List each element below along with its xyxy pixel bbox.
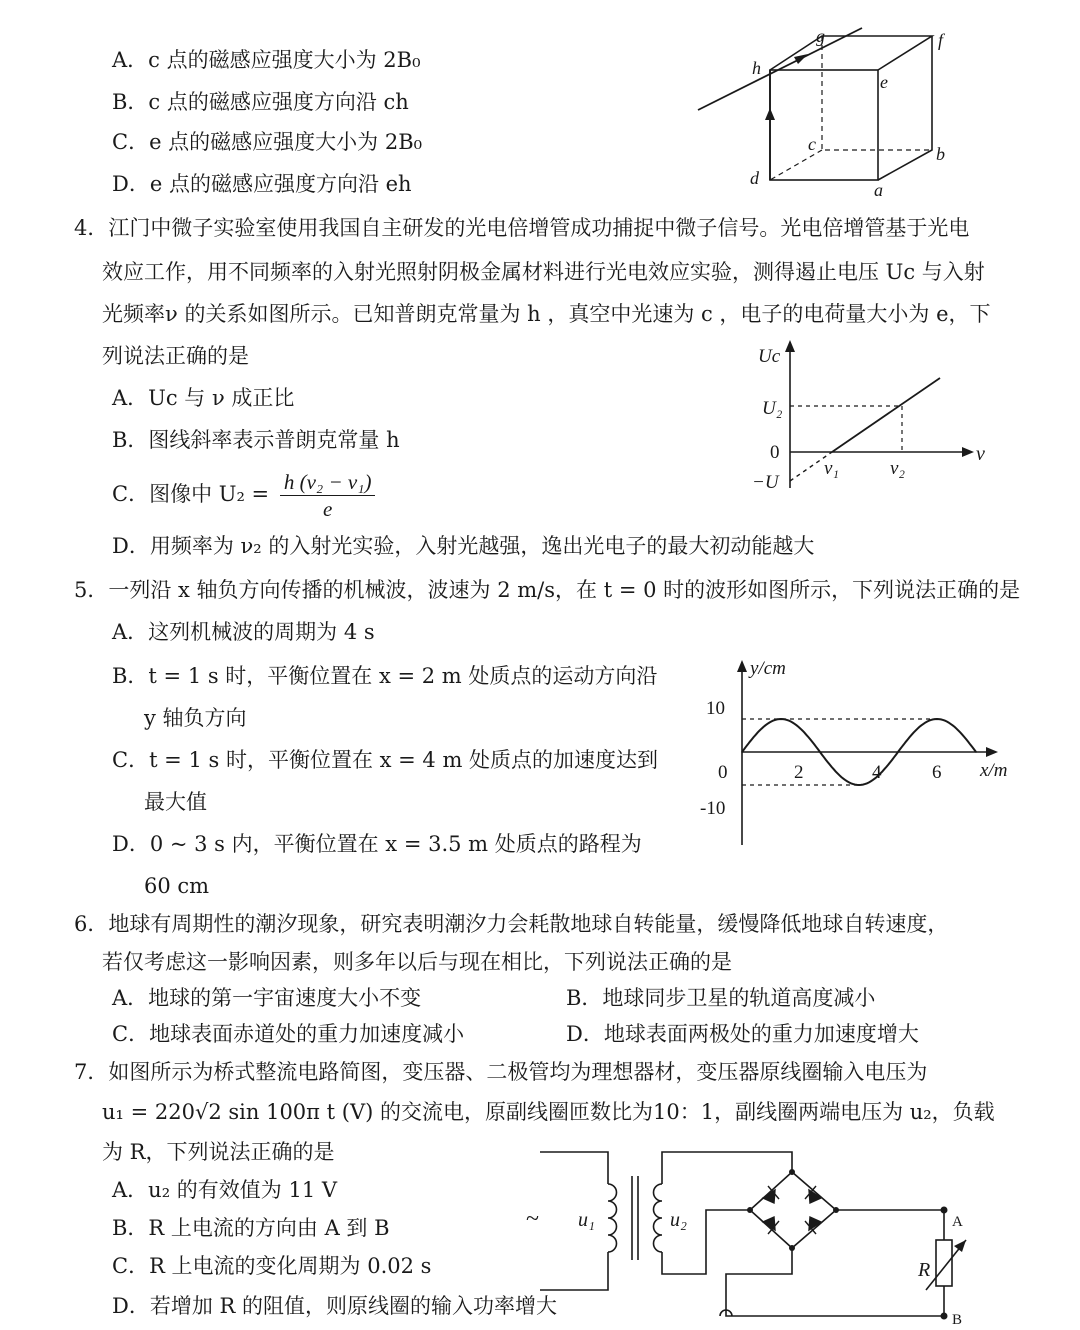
output-wire-b xyxy=(726,1248,944,1316)
cube-right-face xyxy=(878,36,932,180)
q5-option-b: B．t = 1 s 时，平衡位置在 x = 2 m 处质点的运动方向沿 xyxy=(112,664,658,688)
cube-front-face xyxy=(770,70,878,180)
uc-nu-graph xyxy=(748,338,998,498)
label-u2: u₂ xyxy=(670,1209,687,1231)
y-axis-label: Uc xyxy=(758,346,781,367)
terminal-b xyxy=(941,1313,948,1320)
q4-option-c-prefix: C．图像中 U₂ = xyxy=(112,482,270,506)
q4-stem-line-1: 4．江门中微子实验室使用我国自主研发的光电倍增管成功捕捉中微子信号。光电倍增管基于光电 xyxy=(74,216,970,240)
wave-y-tick-0: 0 xyxy=(718,762,728,783)
wave-point xyxy=(780,718,782,720)
q6-option-b: B．地球同步卫星的轨道高度减小 xyxy=(566,986,876,1010)
q6-option-d: D．地球表面两极处的重力加速度增大 xyxy=(566,1022,919,1046)
tick-origin: 0 xyxy=(770,442,780,463)
wire-hg xyxy=(698,28,862,110)
cube-hidden-edge-cd xyxy=(770,150,822,180)
q5-option-c-cont: 最大值 xyxy=(144,790,207,814)
wave-x-tick-4: 4 xyxy=(872,762,882,783)
resistor-body xyxy=(936,1240,952,1286)
uc-line xyxy=(832,378,940,452)
q6-option-a: A．地球的第一宇宙速度大小不变 xyxy=(112,986,422,1010)
q4-option-b: B．图线斜率表示普朗克常量 h xyxy=(112,428,400,452)
label-b: B xyxy=(952,1312,963,1326)
junction-top xyxy=(789,1169,795,1175)
q7-option-a: A．u₂ 的有效值为 11 V xyxy=(112,1178,338,1202)
q7-stem-line-2: u₁ = 220√2 sin 100π t (V) 的交流电，原副线圈匝数比为10：1，副线圈两端电压为 u₂，负载 xyxy=(102,1100,995,1124)
q3-option-d: D．e 点的磁感应强度方向沿 eh xyxy=(112,172,412,196)
q3-option-a: A．c 点的磁感应强度大小为 2B₀ xyxy=(112,48,421,72)
label-u1: u₁ xyxy=(578,1209,595,1231)
label-e: e xyxy=(880,72,888,92)
label-a: a xyxy=(874,180,883,200)
rheostat-arrow-icon xyxy=(954,1240,966,1252)
wave-y-tick-neg10: -10 xyxy=(700,798,726,819)
label-h: h xyxy=(752,58,761,78)
wire-hg-arrow-icon xyxy=(794,54,808,64)
q3-option-b: B．c 点的磁感应强度方向沿 ch xyxy=(112,90,409,114)
q4-stem-line-3: 光频率ν 的关系如图所示。已知普朗克常量为 h ，真空中光速为 c ，电子的电荷量大小为 e，下 xyxy=(102,302,991,326)
q5-option-d-cont: 60 cm xyxy=(144,874,210,898)
label-b: b xyxy=(936,144,945,164)
q6-stem-line-2: 若仅考虑这一影响因素，则多年以后与现在相比，下列说法正确的是 xyxy=(102,950,732,974)
wave-point xyxy=(819,751,821,753)
wave-point xyxy=(858,784,860,786)
tick-u2: U₂ xyxy=(762,398,783,419)
q4-option-c xyxy=(112,466,375,522)
x-axis-label: ν xyxy=(976,443,985,465)
q6-stem-line-1: 6．地球有周期性的潮汐现象，研究表明潮汐力会耗散地球自转能量，缓慢降低地球自转速度， xyxy=(74,912,949,936)
wave-x-label: x/m xyxy=(980,760,1008,781)
q4-option-d: D．用频率为 ν₂ 的入射光实验，入射光越强，逸出光电子的最大初动能越大 xyxy=(112,534,815,558)
wave-y-label: y/cm xyxy=(750,658,786,679)
cube-magnetic-figure xyxy=(690,22,970,202)
q7-option-b: B．R 上电流的方向由 A 到 B xyxy=(112,1216,390,1240)
q5-option-d: D．0 ~ 3 s 内，平衡位置在 x = 3.5 m 处质点的路程为 xyxy=(112,832,642,856)
q4-option-a: A．Uc 与 ν 成正比 xyxy=(112,386,295,410)
cube-top-face xyxy=(770,36,932,70)
q5-option-b-cont: y 轴负方向 xyxy=(144,706,247,730)
terminal-a xyxy=(941,1207,948,1214)
cube-hidden-edges xyxy=(822,36,932,150)
junction-left xyxy=(747,1207,753,1213)
label-f: f xyxy=(938,30,944,50)
wave-y-axis-arrow-icon xyxy=(737,660,747,672)
label-d: d xyxy=(750,168,759,188)
bridge-rectifier-circuit xyxy=(520,1140,990,1326)
q4-option-c-denominator: e xyxy=(322,497,333,521)
wave-y-tick-10: 10 xyxy=(706,698,725,719)
wave-point xyxy=(936,718,938,720)
q4-option-c-fraction xyxy=(280,469,376,522)
tick-v2: ν₂ xyxy=(890,458,906,479)
q5-stem: 5．一列沿 x 轴负方向传播的机械波，波速为 2 m/s，在 t = 0 时的波形如图所示，下列说法正确的是 xyxy=(74,578,1021,602)
q6-option-c: C．地球表面赤道处的重力加速度减小 xyxy=(112,1022,465,1046)
wave-graph xyxy=(690,650,1020,850)
wave-x-tick-6: 6 xyxy=(932,762,942,783)
primary-coil xyxy=(608,1184,617,1252)
q7-stem-line-1: 7．如图所示为桥式整流电路简图，变压器、二极管均为理想器材，变压器原线圈输入电压为 xyxy=(74,1060,928,1084)
wire-dh-arrow-icon xyxy=(765,108,775,120)
secondary-coil xyxy=(654,1184,663,1252)
bridge-diamond xyxy=(750,1172,836,1248)
x-axis-arrow-icon xyxy=(962,447,974,457)
wave-point xyxy=(975,751,977,753)
wave-point xyxy=(897,751,899,753)
ac-source-symbol: ~ xyxy=(526,1206,539,1232)
secondary-top-wire xyxy=(662,1152,792,1184)
q5-option-a: A．这列机械波的周期为 4 s xyxy=(112,620,375,644)
junction-bottom xyxy=(789,1245,795,1251)
label-g: g xyxy=(816,26,825,46)
label-a: A xyxy=(952,1214,963,1230)
q4-option-c-numerator: h (ν₂ − ν₁) xyxy=(280,469,376,496)
y-axis-arrow-icon xyxy=(785,340,795,352)
q7-option-c: C．R 上电流的变化周期为 0.02 s xyxy=(112,1254,432,1278)
tick-neg-u: −U xyxy=(752,472,779,493)
q5-option-c: C．t = 1 s 时，平衡位置在 x = 4 m 处质点的加速度达到 xyxy=(112,748,659,772)
wave-x-axis-arrow-icon xyxy=(986,747,998,757)
primary-bottom-wire xyxy=(540,1252,608,1290)
label-c: c xyxy=(808,134,816,154)
q4-stem-line-2: 效应工作，用不同频率的入射光照射阴极金属材料进行光电效应实验，测得遏止电压 Uc 与入射 xyxy=(102,260,985,284)
wave-x-tick-2: 2 xyxy=(794,762,804,783)
tick-v1: ν₁ xyxy=(824,458,840,479)
q7-stem-line-3: 为 R，下列说法正确的是 xyxy=(102,1140,335,1164)
wave-point xyxy=(741,751,743,753)
primary-top-wire xyxy=(540,1152,608,1184)
q3-option-c: C．e 点的磁感应强度大小为 2B₀ xyxy=(112,130,423,154)
junction-right xyxy=(833,1207,839,1213)
q7-option-d: D．若增加 R 的阻值，则原线圈的输入功率增大 xyxy=(112,1294,557,1318)
label-r: R xyxy=(918,1259,931,1281)
q4-stem-line-4: 列说法正确的是 xyxy=(102,344,249,368)
